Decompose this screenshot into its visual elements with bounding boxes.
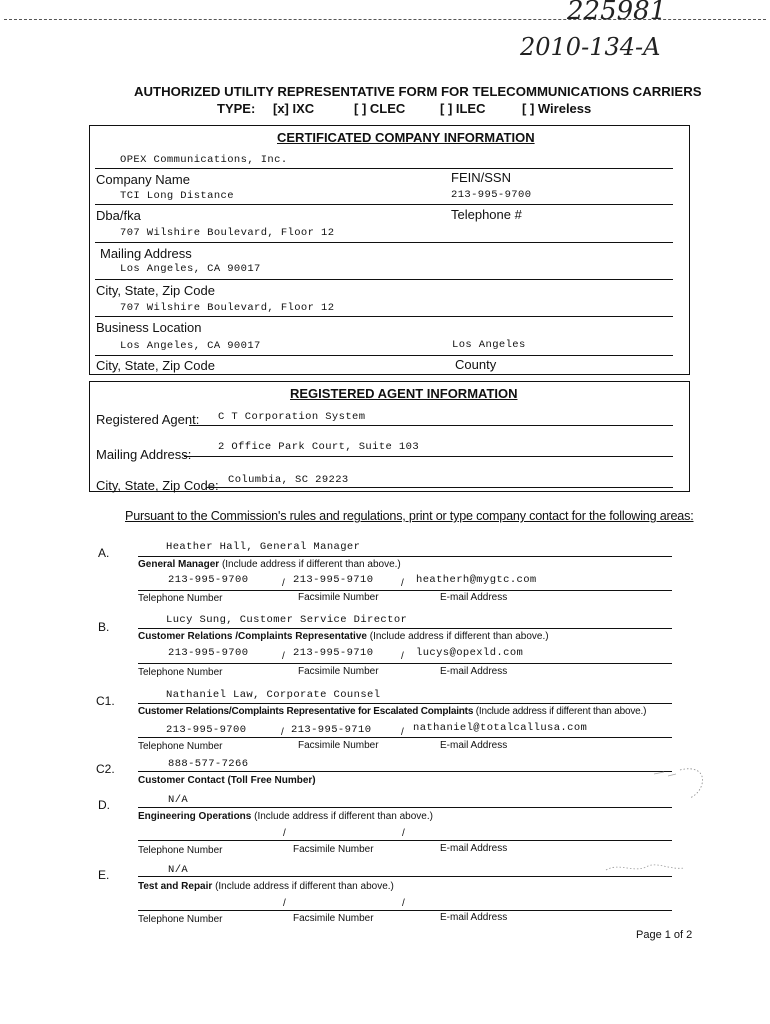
business-line bbox=[95, 316, 673, 317]
handwritten-docket-number: 225981 bbox=[567, 0, 667, 26]
contact-b-letter: B. bbox=[98, 620, 110, 634]
contact-a-email: heatherh@mygtc.com bbox=[416, 574, 537, 586]
scan-smudge-e bbox=[600, 856, 690, 880]
page-number: Page 1 of 2 bbox=[636, 929, 693, 941]
contact-a-title: General Manager (Include address if different than above.) bbox=[138, 559, 401, 570]
contact-a-sep2: / bbox=[401, 578, 404, 589]
contact-e-sep2: / bbox=[402, 898, 405, 909]
contact-c1-name: Nathaniel Law, Corporate Counsel bbox=[166, 689, 381, 701]
contact-c1-col-phone: Telephone Number bbox=[138, 741, 223, 752]
mailing-address-label: Mailing Address bbox=[100, 246, 192, 261]
agent-mailing-label: Mailing Address: bbox=[96, 447, 192, 462]
city1-value: Los Angeles, CA 90017 bbox=[120, 263, 261, 275]
contact-c1-line bbox=[138, 703, 672, 704]
dba-label: Dba/fka bbox=[96, 208, 141, 223]
mailing-line bbox=[95, 242, 673, 243]
contact-c1-sep2: / bbox=[401, 727, 404, 738]
agent-section-title: REGISTERED AGENT INFORMATION bbox=[290, 386, 518, 401]
contact-c1-col-fax: Facsimile Number bbox=[298, 740, 379, 751]
contact-d-letter: D. bbox=[98, 798, 110, 812]
agent-mailing-value: 2 Office Park Court, Suite 103 bbox=[218, 441, 420, 453]
contact-a-col-email: E-mail Address bbox=[440, 592, 508, 603]
contact-d-col-fax: Facsimile Number bbox=[293, 844, 374, 855]
contact-d-line2 bbox=[138, 840, 672, 841]
contact-e-sep1: / bbox=[283, 898, 286, 909]
telephone-label: Telephone # bbox=[451, 207, 522, 222]
contact-c1-sep1: / bbox=[281, 727, 284, 738]
agent-city-value: Columbia, SC 29223 bbox=[228, 474, 349, 486]
contacts-intro: Pursuant to the Commission's rules and regulations, print or type company contact for the following areas: bbox=[125, 509, 694, 523]
contact-c1-title: Customer Relations/Complaints Representative for Escalated Complaints (Include address if different than above.) bbox=[138, 706, 647, 717]
form-title: AUTHORIZED UTILITY REPRESENTATIVE FORM FOR TELECOMMUNICATIONS CARRIERS bbox=[134, 84, 702, 99]
county-value: Los Angeles bbox=[452, 339, 526, 351]
contact-c1-email: nathaniel@totalcallusa.com bbox=[413, 722, 588, 734]
telephone-value: 213-995-9700 bbox=[451, 189, 532, 201]
contact-d-title: Engineering Operations (Include address if different than above.) bbox=[138, 811, 433, 822]
company-name-label: Company Name bbox=[96, 172, 190, 187]
contact-b-title: Customer Relations /Complaints Representative (Include address if different than above.) bbox=[138, 631, 549, 642]
contact-e-col-email: E-mail Address bbox=[440, 912, 508, 923]
contact-d-value: N/A bbox=[168, 794, 189, 806]
contact-a-phone: 213-995-9700 bbox=[168, 574, 249, 586]
business-location-value: 707 Wilshire Boulevard, Floor 12 bbox=[120, 302, 335, 314]
agent-city-line bbox=[206, 487, 673, 488]
type-ixc[interactable]: [x] IXC bbox=[273, 101, 315, 116]
contact-e-title: Test and Repair (Include address if different than above.) bbox=[138, 881, 394, 892]
city2-line bbox=[95, 355, 673, 356]
company-name-line bbox=[95, 168, 673, 169]
contact-a-letter: A. bbox=[98, 546, 110, 560]
company-section-title: CERTIFICATED COMPANY INFORMATION bbox=[277, 130, 535, 145]
contact-e-value: N/A bbox=[168, 864, 189, 876]
dba-value: TCI Long Distance bbox=[120, 190, 234, 202]
contact-b-name: Lucy Sung, Customer Service Director bbox=[166, 614, 408, 626]
contact-a-line bbox=[138, 556, 672, 557]
city2-label: City, State, Zip Code bbox=[96, 358, 215, 373]
contact-b-col-phone: Telephone Number bbox=[138, 667, 223, 678]
contact-b-email: lucys@opexld.com bbox=[416, 647, 524, 659]
city1-label: City, State, Zip Code bbox=[96, 283, 215, 298]
fein-label: FEIN/SSN bbox=[451, 170, 511, 185]
scan-smudge-c2 bbox=[650, 762, 710, 802]
dba-line bbox=[95, 204, 673, 205]
contact-d-sep2: / bbox=[402, 828, 405, 839]
mailing-address-value: 707 Wilshire Boulevard, Floor 12 bbox=[120, 227, 335, 239]
contact-e-line bbox=[138, 876, 672, 877]
agent-city-label: City, State, Zip Code: bbox=[96, 478, 219, 493]
contact-b-line2 bbox=[138, 663, 672, 664]
agent-line bbox=[189, 425, 673, 426]
contact-a-line2 bbox=[138, 590, 672, 591]
contact-e-line2 bbox=[138, 910, 672, 911]
contact-d-col-phone: Telephone Number bbox=[138, 845, 223, 856]
contact-d-col-email: E-mail Address bbox=[440, 843, 508, 854]
contact-a-col-phone: Telephone Number bbox=[138, 593, 223, 604]
contact-d-sep1: / bbox=[283, 828, 286, 839]
contact-c1-phone: 213-995-9700 bbox=[166, 724, 247, 736]
contact-c1-fax: 213-995-9710 bbox=[291, 724, 372, 736]
type-wireless[interactable]: [ ] Wireless bbox=[522, 101, 592, 116]
contact-b-sep2: / bbox=[401, 651, 404, 662]
contact-e-col-phone: Telephone Number bbox=[138, 914, 223, 925]
agent-mailing-line bbox=[184, 456, 673, 457]
registered-agent-label: Registered Agent: bbox=[96, 412, 200, 427]
registered-agent-value: C T Corporation System bbox=[218, 411, 366, 423]
contact-a-name: Heather Hall, General Manager bbox=[166, 541, 361, 553]
contact-c2-letter: C2. bbox=[96, 762, 115, 776]
contact-c2-line bbox=[138, 771, 672, 772]
contact-a-fax: 213-995-9710 bbox=[293, 574, 374, 586]
contact-c1-letter: C1. bbox=[96, 694, 115, 708]
contact-d-line bbox=[138, 807, 672, 808]
city1-line bbox=[95, 279, 673, 280]
contact-b-sep1: / bbox=[282, 651, 285, 662]
type-label: TYPE: bbox=[217, 101, 256, 116]
contact-c1-col-email: E-mail Address bbox=[440, 740, 508, 751]
contact-b-col-email: E-mail Address bbox=[440, 666, 508, 677]
contact-a-col-fax: Facsimile Number bbox=[298, 592, 379, 603]
contact-c2-title: Customer Contact (Toll Free Number) bbox=[138, 775, 316, 786]
contact-b-fax: 213-995-9710 bbox=[293, 647, 374, 659]
city2-value: Los Angeles, CA 90017 bbox=[120, 340, 261, 352]
contact-b-col-fax: Facsimile Number bbox=[298, 666, 379, 677]
business-location-label: Business Location bbox=[96, 320, 202, 335]
contact-e-col-fax: Facsimile Number bbox=[293, 913, 374, 924]
company-name-value: OPEX Communications, Inc. bbox=[120, 154, 288, 166]
contact-e-letter: E. bbox=[98, 868, 110, 882]
contact-c1-line2 bbox=[138, 737, 672, 738]
handwritten-docket-sub: 2010-134-A bbox=[520, 33, 661, 61]
county-label: County bbox=[455, 357, 497, 372]
type-clec[interactable]: [ ] CLEC bbox=[354, 101, 406, 116]
contact-c2-value: 888-577-7266 bbox=[168, 758, 249, 770]
type-ilec[interactable]: [ ] ILEC bbox=[440, 101, 486, 116]
contact-b-phone: 213-995-9700 bbox=[168, 647, 249, 659]
contact-b-line bbox=[138, 628, 672, 629]
contact-a-sep1: / bbox=[282, 578, 285, 589]
